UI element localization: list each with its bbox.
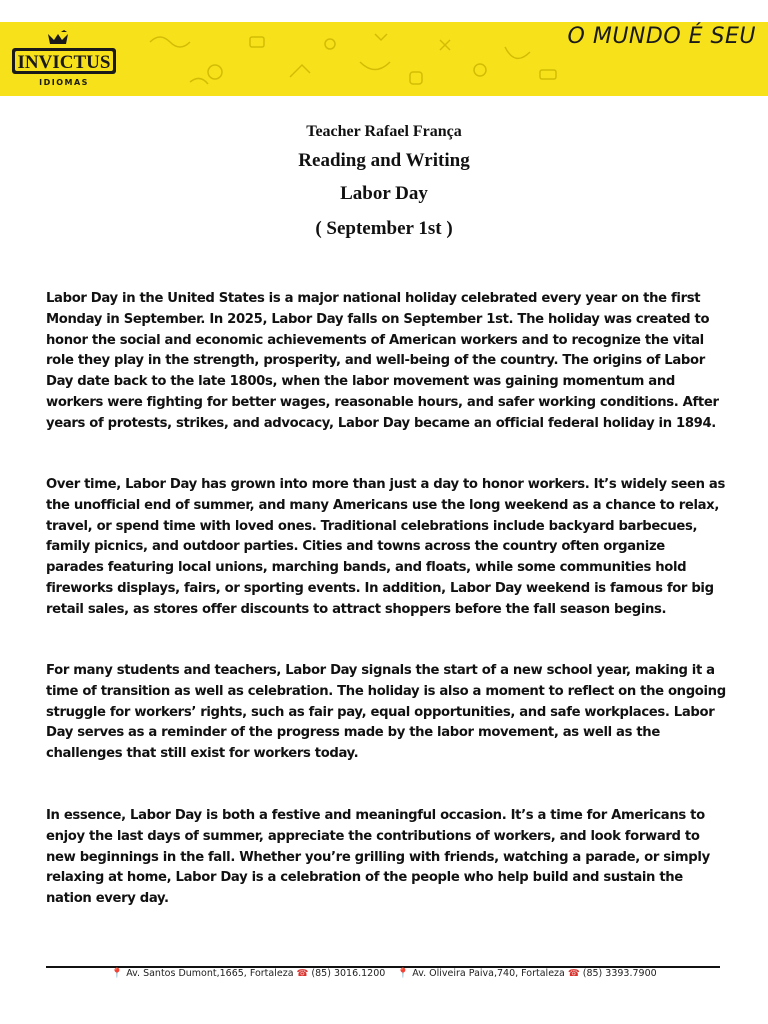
phone-icon: ☎ (296, 968, 309, 979)
brand-logo (8, 30, 120, 92)
paragraph-3: For many students and teachers, Labor Day signals the start of a new school year, making it a time of transition as well as celebration. The holiday is also a moment to reflect on the ongoing struggle for workers’ rights, such as fair pay, equal opportunities, and safe workplaces. Labor Day serves as a reminder of the progress made by the labor movement, as well as the challenges that still exist for workers today. (46, 663, 726, 762)
address-1: Av. Santos Dumont,1665, Fortaleza (126, 968, 294, 979)
topic-title: Labor Day (340, 183, 428, 204)
address-2: Av. Oliveira Paiva,740, Fortaleza (412, 968, 565, 979)
paragraph-4: In essence, Labor Day is both a festive and meaningful occasion. It’s a time for Americans to enjoy the last days of summer, appreciate the contributions of workers, and look forward to new beginnings in the fall. Whether you’re grilling with friends, watching a parade, or simply relaxing at home, Labor Day is a celebration of the people who help build and sustain the nation every day. (46, 808, 710, 907)
teacher-name: Teacher Rafael França (306, 123, 462, 140)
svg-text:IDIOMAS: IDIOMAS (39, 78, 89, 87)
phone-1: (85) 3016.1200 (311, 968, 386, 979)
pin-icon: 📍 (111, 968, 124, 979)
course-title: Reading and Writing (298, 150, 470, 171)
footer-contacts (0, 968, 768, 979)
paragraph-1: Labor Day in the United States is a major national holiday celebrated every year on the first Monday in September. In 2025, Labor Day falls on September 1st. The holiday was created to honor the social and economic achievements of American workers and to recognize the vital role they play in the strength, prosperity, and well-being of the country. The origins of Labor Day date back to the late 1800s, when the labor movement was gaining momentum and workers were fighting for better wages, reasonable hours, and safer working conditions. After years of protests, strikes, and advocacy, Labor Day became an official federal holiday in 1894. (46, 291, 719, 431)
pin-icon: 📍 (397, 968, 410, 979)
phone-2: (85) 3393.7900 (582, 968, 657, 979)
title-block (0, 120, 768, 247)
phone-icon: ☎ (567, 968, 580, 979)
slogan: O MUNDO É SEU (567, 24, 756, 49)
paragraph-2: Over time, Labor Day has grown into more than just a day to honor workers. It’s widely seen as the unofficial end of summer, and many Americans use the long weekend as a chance to relax, travel, or spend time with loved ones. Traditional celebrations include backyard barbecues, family picnics, and outdoor parties. Cities and towns across the country often organize parades featuring local unions, marching bands, and floats, while some communities hold fireworks displays, fairs, or sporting events. In addition, Labor Day weekend is famous for big retail sales, as stores offer discounts to attract shoppers before the fall season begins. (46, 477, 725, 617)
date-title: ( September 1st ) (315, 218, 453, 239)
svg-text:INVICTUS: INVICTUS (17, 52, 111, 73)
header-banner (0, 22, 768, 96)
